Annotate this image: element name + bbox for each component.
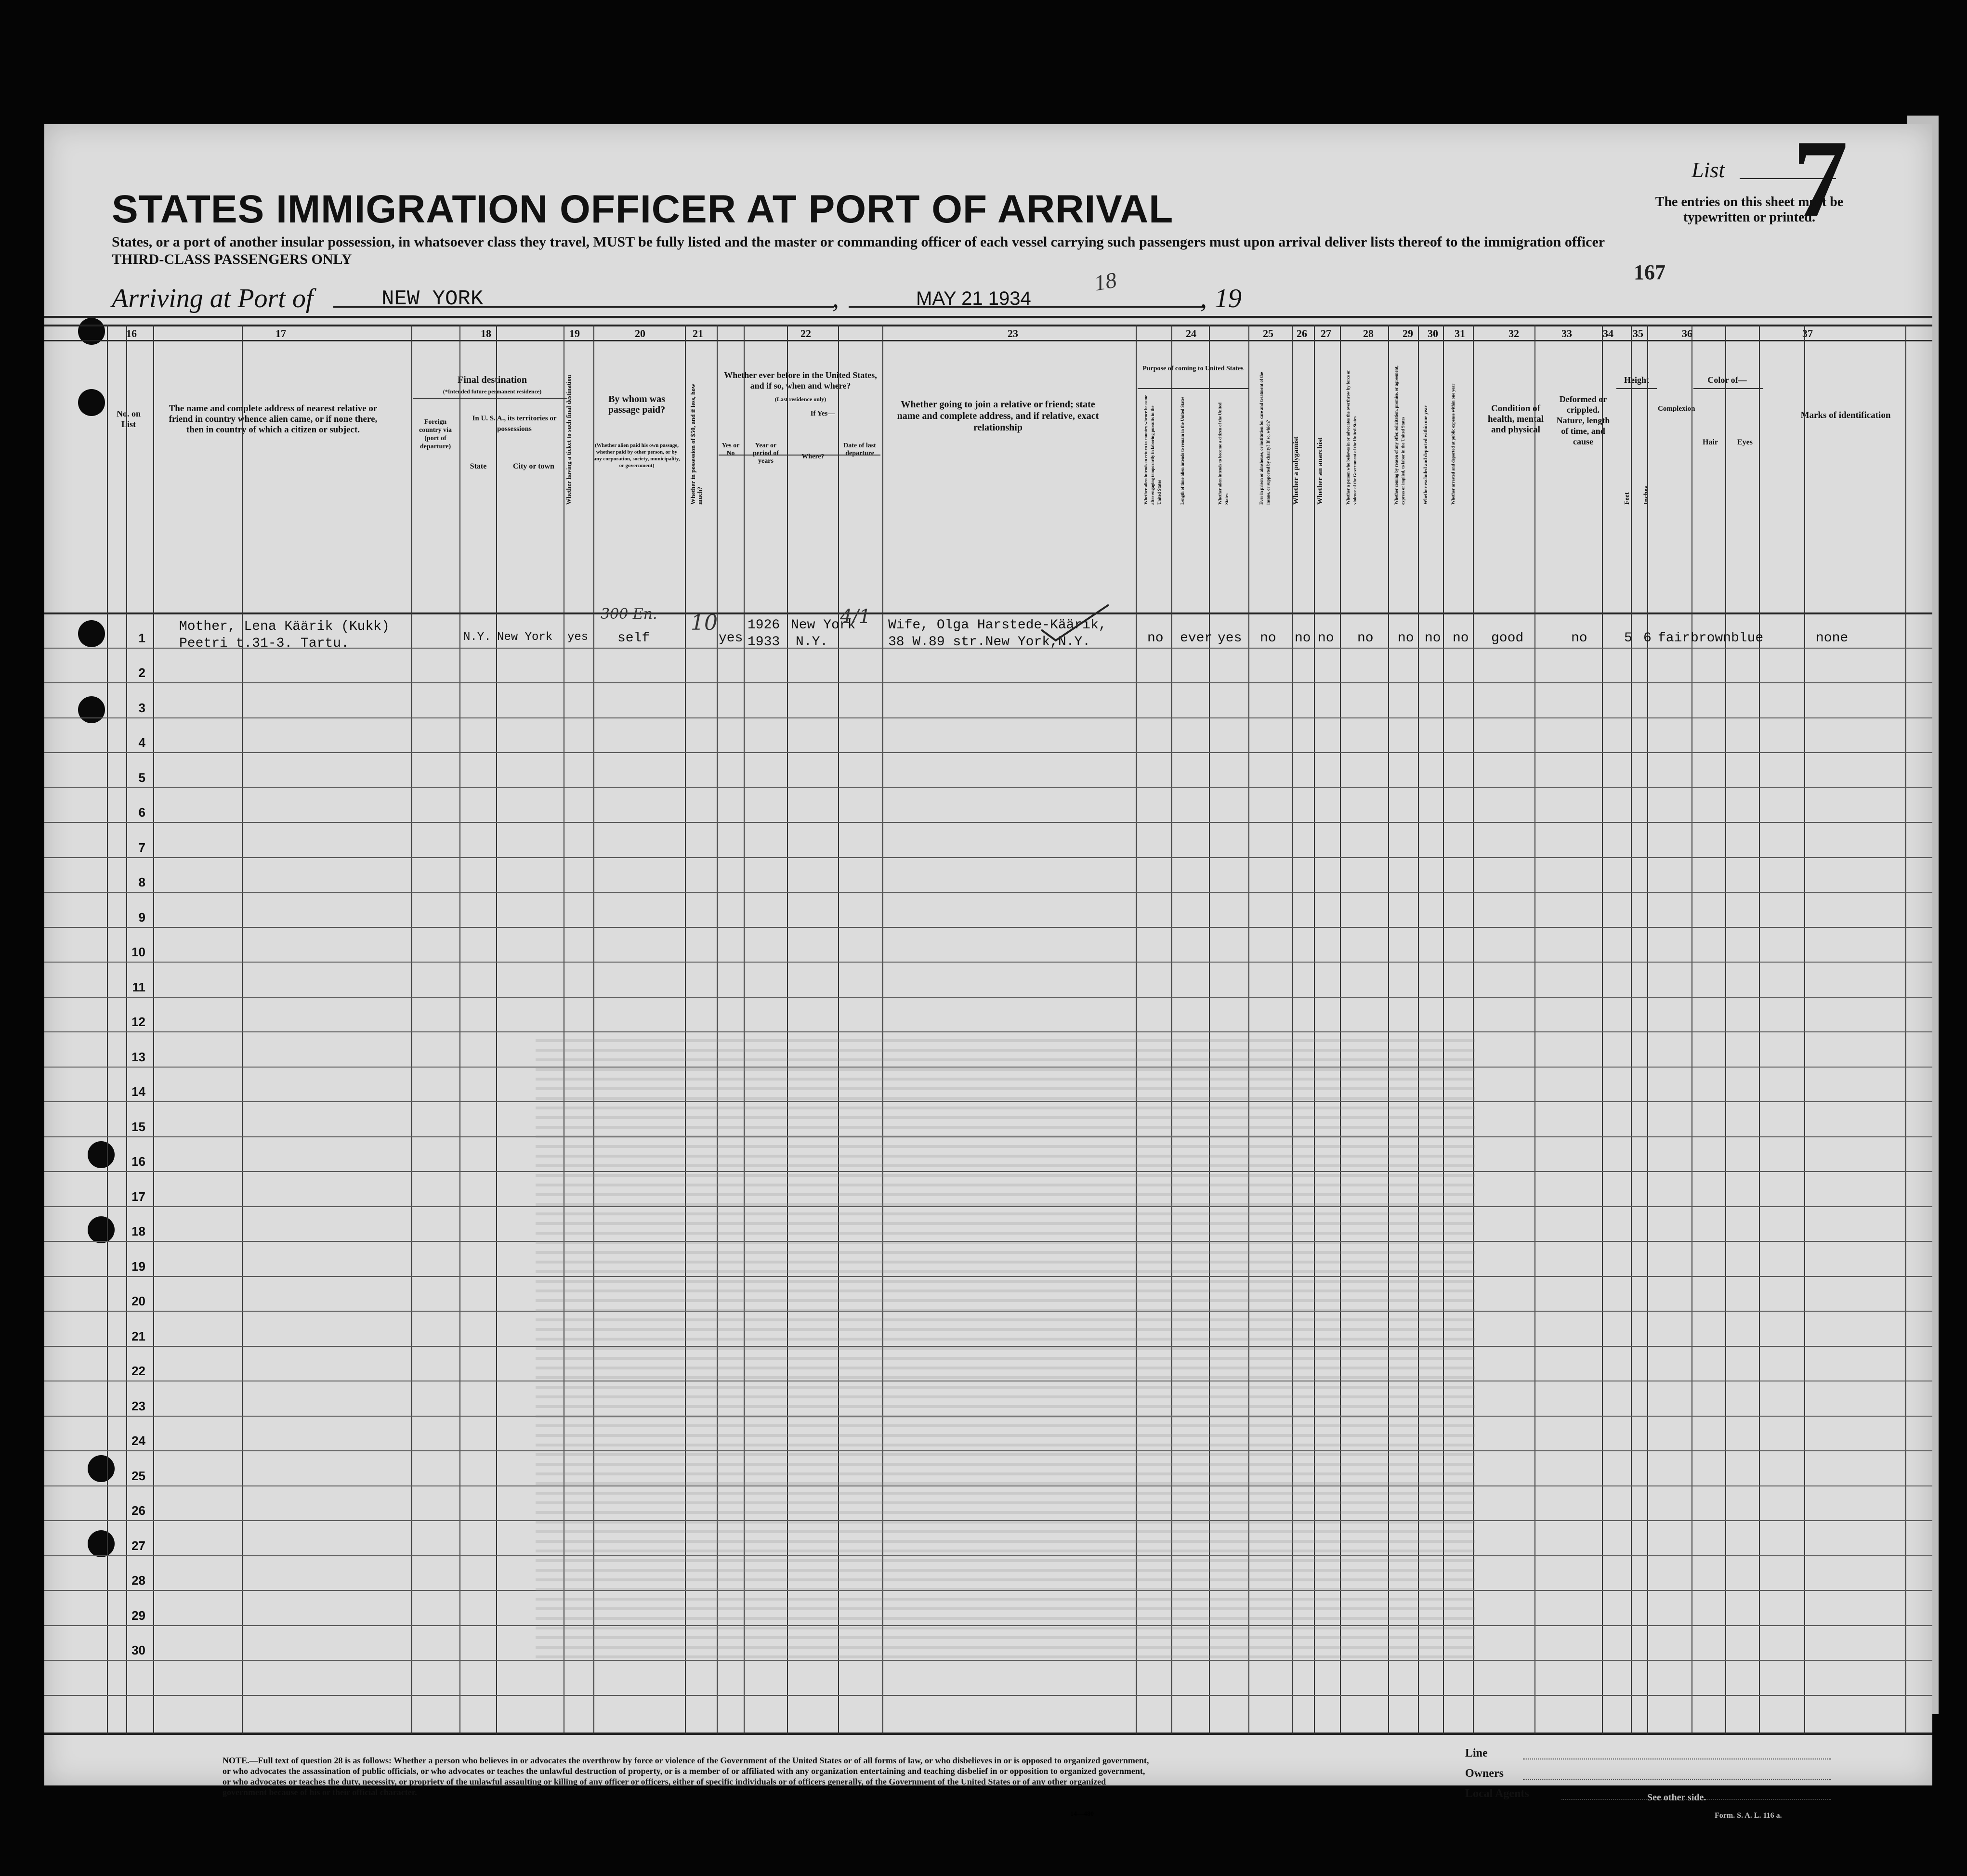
row-rule [44, 682, 1932, 683]
heading-state: State [470, 462, 487, 470]
row-number: 3 [138, 700, 145, 715]
money-amount: 10 [691, 611, 718, 635]
subheader-rule [1693, 388, 1763, 389]
heading-question-31: Whether arrested and deported at public expense within one year [1451, 383, 1456, 505]
col-number: 33 [1561, 327, 1572, 339]
separator-comma: , [1200, 284, 1207, 313]
row-number: 27 [131, 1538, 145, 1553]
col-number: 29 [1403, 327, 1413, 339]
page-title: STATES IMMIGRATION OFFICER AT PORT OF ARRIVAL [112, 187, 1174, 231]
heading-final-destination: Final destination [458, 375, 527, 385]
eye-color: blue [1731, 631, 1764, 646]
list-label: List [1692, 157, 1725, 182]
row-number: 1 [138, 630, 145, 645]
destination-state: N.Y. [463, 631, 491, 644]
row-number: 28 [131, 1573, 145, 1588]
heading-complexion: Complexion [1658, 405, 1695, 413]
row-rule [44, 717, 1932, 718]
row-number: 9 [138, 910, 145, 925]
years-last: 1933 [747, 635, 780, 650]
years-first: 1926 [747, 618, 780, 633]
question-31-answer: no [1453, 631, 1469, 646]
row-number: 16 [131, 1154, 145, 1169]
col-number: 30 [1428, 327, 1438, 339]
prison-answer: no [1260, 631, 1276, 646]
passage-paid-by: self [617, 631, 650, 646]
row-number: 15 [131, 1119, 145, 1134]
column-rule [1905, 325, 1906, 1734]
heading-where: Where? [801, 453, 825, 460]
heading-final-destination-note: (*Intended future permanent residence) [443, 388, 542, 395]
passenger-class: THIRD-CLASS PASSENGERS ONLY [112, 251, 352, 267]
row-number: 14 [131, 1084, 145, 1099]
complexion-value: fair [1658, 631, 1691, 646]
identification-marks: none [1816, 631, 1849, 646]
heading-polygamist: Whether a polygamist [1292, 436, 1300, 505]
height-inches: 6 [1643, 631, 1652, 646]
row-number: 29 [131, 1608, 145, 1623]
header-rule [44, 316, 1932, 318]
row-rule [44, 822, 1932, 823]
col-number: 32 [1508, 327, 1519, 339]
row-number: 11 [132, 979, 145, 994]
col-number: 24 [1186, 327, 1196, 339]
heading-ticket: Whether having a ticket to such final destination [565, 375, 572, 505]
join-address: 38 W.89 str.New York,N.Y. [888, 635, 1091, 650]
col-number: 19 [569, 327, 580, 339]
heading-last-departure: Date of last departure [843, 442, 876, 457]
heading-inches: Inches [1643, 486, 1650, 505]
row-number: 21 [131, 1329, 145, 1343]
row-rule [44, 962, 1932, 963]
row-number: 24 [131, 1433, 145, 1448]
intends-citizen: yes [1218, 631, 1242, 646]
row-number: 7 [138, 840, 145, 855]
question-30-answer: no [1425, 631, 1441, 646]
intends-return: no [1147, 631, 1164, 646]
row-number: 25 [131, 1468, 145, 1483]
heading-question-30: Whether excluded and deported within one year [1423, 405, 1429, 505]
list-number: 7 [1793, 117, 1848, 240]
heading-height: Height [1624, 375, 1649, 385]
col-number: 21 [693, 327, 703, 339]
heading-passage-note: (Whether alien paid his own passage, whether paid by other person, or by any corporation, society, municipality, or government) [593, 443, 680, 469]
side-note: See other side. [1647, 1792, 1706, 1803]
row-number: 6 [138, 805, 145, 820]
arriving-label: Arriving at Port of [112, 284, 314, 313]
typewritten-note: The entries on this sheet must be typewritten or printed. [1655, 195, 1844, 225]
form-id: Form. S. A. L. 116 a. [1715, 1811, 1782, 1820]
last-departure-date: 4/1 [840, 606, 871, 628]
row-number: 2 [138, 665, 145, 680]
heading-ever-before: Whether ever before in the United States, and if so, when and where? [724, 370, 877, 391]
row-number: 13 [131, 1049, 145, 1064]
question-28-note: NOTE.—Full text of question 28 is as follows: Whether a person who believes in or advocates the overthrow by force or violence of the Government of the United States or of all forms of law, or who disbelieves in or is opposed to organized government, or who advocates the assassination of public officials, or who advocates or teaches the unlawful destruction of property, or is a member of or affiliated with any organization entertaining and teaching disbelief in or opposition to organized government, or who advocates or teaches the duty, necessity, or propriety of the unlawful assaulting or killing of any officer or officers, either of specific individuals or of officers generally, of the Government of the United States or of any other organized government because of his or their official character. [223, 1756, 1149, 1797]
column-rule [1725, 325, 1726, 1734]
table-rule [44, 612, 1932, 614]
row-number: 12 [131, 1015, 145, 1029]
passage-handwritten-note: 300 En. [601, 606, 657, 623]
column-rule [1602, 325, 1603, 1734]
health-condition: good [1491, 631, 1524, 646]
col-number: 34 [1603, 327, 1613, 339]
table-rule [44, 1733, 1932, 1735]
col-number: 37 [1802, 327, 1813, 339]
year-prefix: 19 [1215, 284, 1242, 313]
table-rule [44, 340, 1932, 341]
where-last: N.Y. [796, 635, 828, 650]
row-number: 5 [138, 770, 145, 785]
heading-health: Condition of health, mental and physical [1487, 404, 1544, 435]
row-number: 10 [131, 945, 145, 960]
subheader-rule [413, 398, 567, 399]
column-rule [496, 325, 497, 1734]
checkmark-stroke [1036, 601, 1114, 644]
heading-last-residence: (Last residence only) [774, 396, 826, 403]
heading-deformed: Deformed or crippled. Nature, length of time, and cause [1556, 394, 1610, 446]
column-rule [1804, 325, 1805, 1734]
col-number: 36 [1682, 327, 1692, 339]
heading-purpose-return: Whether alien intends to return to country whence he came after engaging temporarily in laboring pursuits in the United States [1143, 395, 1162, 505]
col-number: 22 [800, 327, 811, 339]
question-28-answer: no [1357, 631, 1374, 646]
heading-prison: Ever in prison or almshouse, or institution for care and treatment of the insane, or supported by charity? If so, which? [1259, 372, 1271, 505]
heading-anarchist: Whether an anarchist [1316, 437, 1324, 505]
heading-feet: Feet [1624, 492, 1631, 505]
column-rule [107, 325, 108, 1734]
heading-city: City or town [513, 462, 554, 470]
heading-purpose-length: Length of time alien intends to remain in the United States [1180, 396, 1185, 505]
heading-hair: Hair [1703, 438, 1718, 446]
heading-foreign-country: Foreign country via (port of departure) [419, 418, 452, 450]
agents-label: Local Agents [1465, 1787, 1529, 1800]
separator-comma: , [832, 284, 839, 313]
ticket-answer: yes [567, 631, 589, 644]
col-number: 16 [126, 327, 137, 339]
column-rule [1647, 325, 1648, 1734]
anarchist-answer: no [1318, 631, 1334, 646]
row-number: 22 [131, 1364, 145, 1379]
column-rule [242, 325, 243, 1734]
row-number: 20 [131, 1294, 145, 1309]
col-number: 20 [635, 327, 645, 339]
row-rule [44, 1695, 1932, 1696]
heading-if-yes: If Yes— [810, 410, 835, 417]
heading-usa: In U. S. A., its territories or possessions [472, 415, 557, 433]
row-rule [44, 892, 1932, 893]
heading-year: Year or period of years [752, 442, 779, 465]
row-number: 23 [131, 1398, 145, 1413]
polygamist-answer: no [1295, 631, 1311, 646]
heading-purpose: Purpose of coming to United States [1142, 365, 1244, 372]
arrival-port: NEW YORK [381, 287, 484, 311]
subheader-rule [1138, 388, 1248, 389]
relative-address: Peetri t.31-3. Tartu. [179, 636, 349, 651]
table-rule [44, 325, 1932, 326]
heading-no-on-list: No. on List [116, 409, 141, 429]
relative-name: Mother, Lena Käärik (Kukk) [179, 619, 390, 634]
column-rule [1534, 325, 1535, 1734]
col-number: 17 [275, 327, 286, 339]
height-feet: 5 [1624, 631, 1632, 646]
row-number: 8 [138, 875, 145, 890]
column-rule [1631, 325, 1632, 1734]
heading-marks: Marks of identification [1800, 410, 1891, 420]
col-number: 23 [1008, 327, 1018, 339]
column-rule [1759, 325, 1760, 1734]
heading-purpose-citizen: Whether alien intends to become a citizen of the United States [1218, 402, 1229, 505]
col-number: 25 [1263, 327, 1273, 339]
been-before: yes [719, 631, 743, 646]
heading-eyes: Eyes [1737, 438, 1753, 446]
handwritten-mark: 18 [1092, 267, 1119, 296]
destination-city: New York [497, 631, 553, 644]
question-29-answer: no [1398, 631, 1414, 646]
hair-color: brown [1691, 631, 1731, 646]
col-number: 18 [481, 327, 491, 339]
row-rule [44, 1031, 1932, 1032]
row-number: 30 [131, 1643, 145, 1658]
col-number: 28 [1363, 327, 1374, 339]
deformed-answer: no [1571, 631, 1587, 646]
line-label: Line [1465, 1747, 1488, 1759]
row-rule [44, 787, 1932, 788]
heading-relative: The name and complete address of nearest relative or friend in country whence alien came, or if none there, then in country of which a citizen or subject. [169, 404, 378, 435]
row-number: 18 [131, 1224, 145, 1239]
subheader-rule [719, 455, 880, 456]
bleed-through-text [536, 1039, 1475, 1665]
arrival-date-stamp: MAY 21 1934 [916, 288, 1031, 309]
heading-question-28: Whether a person who believes in or advocates the overthrow by force or violence of the Government of the United States [1346, 370, 1357, 505]
sheet-number: 167 [1634, 261, 1665, 284]
form-code: 14—480 [1070, 1811, 1094, 1818]
row-rule [44, 752, 1932, 753]
join-relative: Wife, Olga Harstede-Käärik, [888, 618, 1107, 633]
owners-field-rule [1523, 1779, 1831, 1780]
heading-join-relative: Whether going to join a relative or friend; state name and complete address, and if relative, exact relationship [897, 399, 1099, 433]
column-rule [411, 325, 412, 1734]
heading-money: Whether in possession of $50, and if less, how much? [689, 383, 703, 505]
row-rule [44, 997, 1932, 998]
heading-color-of: Color of— [1707, 375, 1747, 385]
column-rule [459, 325, 460, 1734]
row-number: 4 [138, 735, 145, 750]
owners-label: Owners [1465, 1767, 1504, 1780]
column-rule [153, 325, 154, 1734]
subheader-rule [1616, 388, 1657, 389]
row-number: 19 [131, 1259, 145, 1274]
header-instruction: States, or a port of another insular possession, in whatsoever class they travel, MUST be fully listed and the master or commanding officer of each vessel carrying such passengers must upon arrival deliver lists thereof to the immigration officer [112, 234, 1605, 250]
row-number: 26 [131, 1503, 145, 1518]
heading-question-29: Whether coming by reason of any offer, solicitation, promise, or agreement, express or implied, to labor in the United States [1394, 365, 1405, 505]
col-number: 26 [1297, 327, 1307, 339]
row-rule [44, 857, 1932, 858]
col-number: 31 [1455, 327, 1465, 339]
col-number: 27 [1321, 327, 1331, 339]
row-number: 17 [131, 1189, 145, 1204]
col-number: 35 [1633, 327, 1643, 339]
heading-passage: By whom was passage paid? [608, 394, 666, 415]
heading-yes-no: Yes or No [721, 442, 740, 457]
row-rule [44, 927, 1932, 928]
length-of-stay: ever [1180, 631, 1213, 646]
where-first: New York [791, 618, 856, 633]
